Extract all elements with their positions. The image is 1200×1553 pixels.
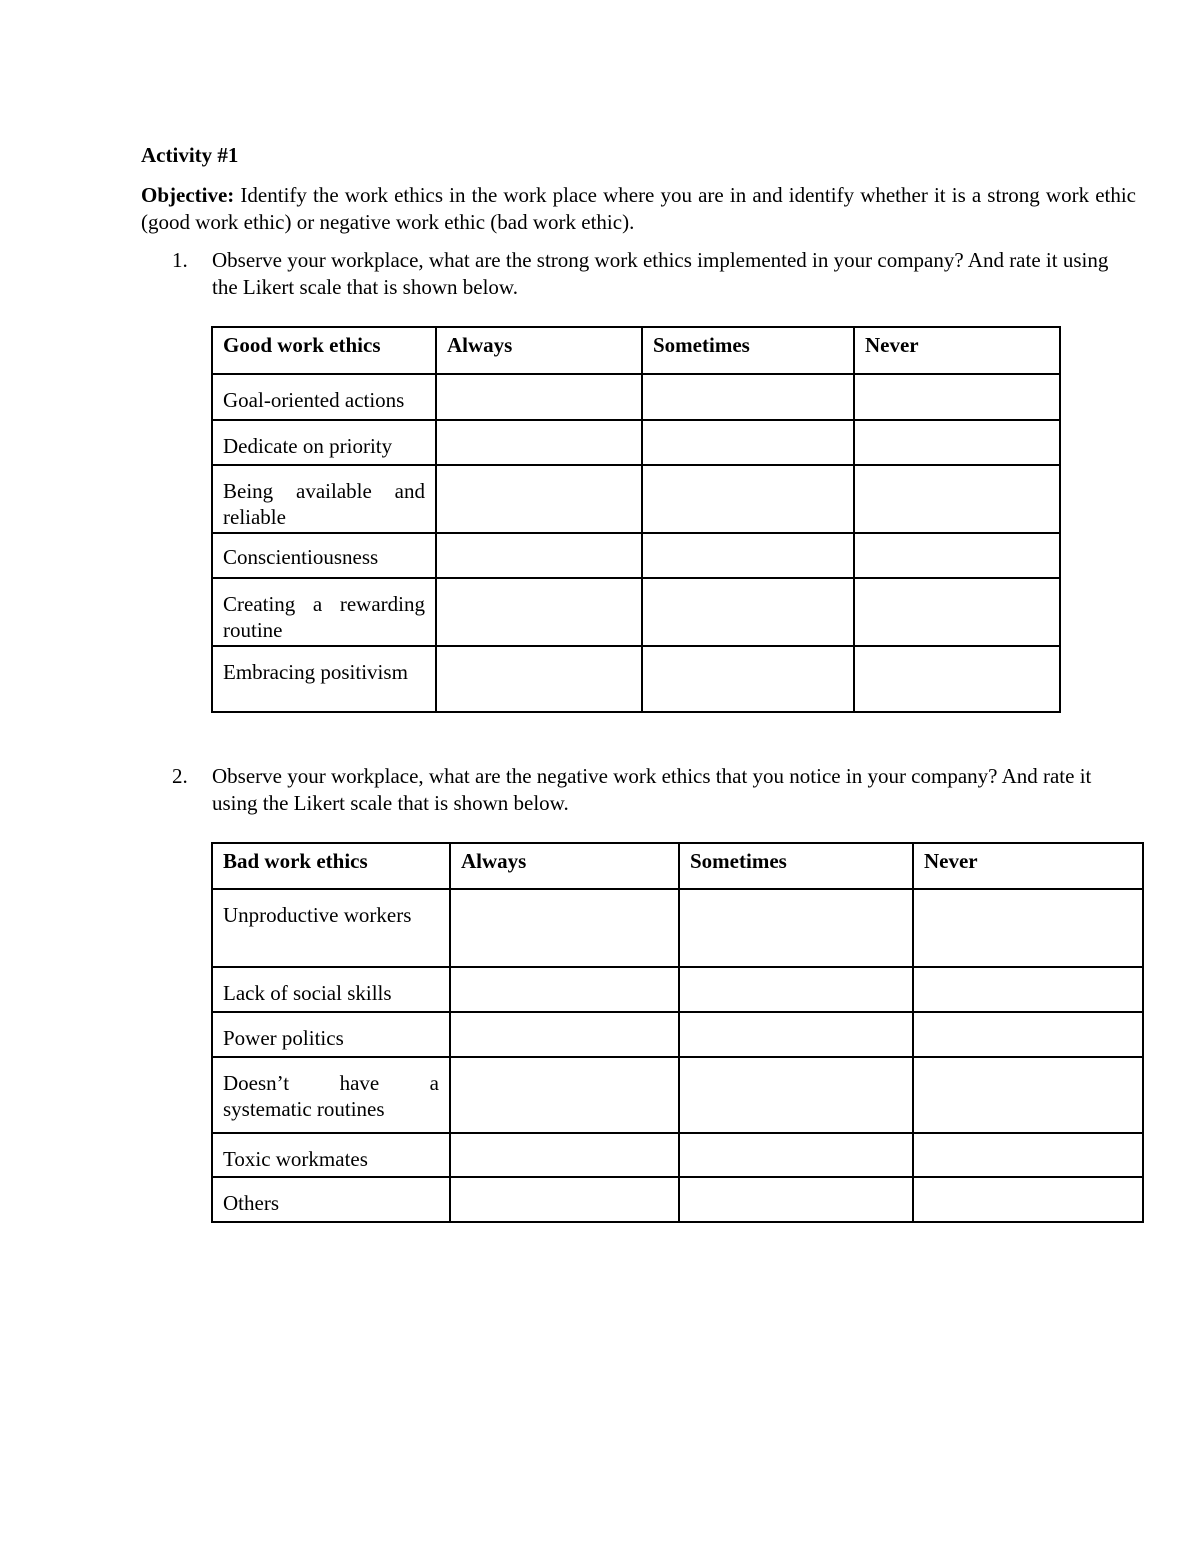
row-label: Others (212, 1177, 450, 1222)
header-sometimes: Sometimes (642, 327, 854, 374)
header-always: Always (436, 327, 642, 374)
rating-cell-sometimes[interactable] (642, 420, 854, 465)
table-row (212, 1012, 1143, 1057)
header-always: Always (450, 843, 679, 889)
rating-cell-never[interactable] (913, 967, 1143, 1012)
rating-cell-sometimes[interactable] (679, 1057, 913, 1133)
row-label: Lack of social skills (212, 967, 450, 1012)
objective-paragraph (141, 182, 1136, 236)
rating-cell-never[interactable] (913, 1057, 1143, 1133)
table-header-row (212, 843, 1143, 889)
row-label: Unproductive workers (212, 889, 450, 967)
question-2-text: Observe your workplace, what are the negative work ethics that you notice in your company? And rate it using the Likert scale that is shown below. (212, 764, 1092, 815)
table-row (212, 533, 1060, 578)
row-label: Being available and reliable (212, 465, 436, 533)
rating-cell-never[interactable] (854, 533, 1060, 578)
rating-cell-sometimes[interactable] (642, 578, 854, 646)
question-2 (172, 763, 1137, 817)
rating-cell-always[interactable] (450, 967, 679, 1012)
rating-cell-sometimes[interactable] (679, 1133, 913, 1177)
question-1-text: Observe your workplace, what are the strong work ethics implemented in your company? And rate it using the Likert scale that is shown below. (212, 248, 1109, 299)
rating-cell-sometimes[interactable] (642, 374, 854, 420)
rating-cell-never[interactable] (854, 646, 1060, 712)
rating-cell-never[interactable] (913, 889, 1143, 967)
rating-cell-never[interactable] (913, 1133, 1143, 1177)
row-label: Toxic workmates (212, 1133, 450, 1177)
rating-cell-always[interactable] (436, 646, 642, 712)
bad-work-ethics-table (211, 842, 1144, 1223)
rating-cell-sometimes[interactable] (679, 1012, 913, 1057)
row-label: Conscientiousness (212, 533, 436, 578)
objective-text: Identify the work ethics in the work place where you are in and identify whether it is a strong work ethic (good work ethic) or negative work ethic (bad work ethic). (141, 183, 1136, 234)
rating-cell-always[interactable] (436, 374, 642, 420)
row-label: Goal-oriented actions (212, 374, 436, 420)
table-row (212, 646, 1060, 712)
activity-title: Activity #1 (141, 143, 239, 167)
table-row (212, 420, 1060, 465)
header-sometimes: Sometimes (679, 843, 913, 889)
rating-cell-sometimes[interactable] (642, 465, 854, 533)
header-never: Never (854, 327, 1060, 374)
rating-cell-never[interactable] (854, 374, 1060, 420)
rating-cell-always[interactable] (450, 1057, 679, 1133)
rating-cell-always[interactable] (450, 889, 679, 967)
table-row (212, 889, 1143, 967)
rating-cell-sometimes[interactable] (679, 967, 913, 1012)
row-label: Embracing positivism (212, 646, 436, 712)
question-2-number: 2. (172, 764, 188, 788)
rating-cell-always[interactable] (450, 1177, 679, 1222)
rating-cell-sometimes[interactable] (642, 533, 854, 578)
table-row (212, 374, 1060, 420)
row-label: Dedicate on priority (212, 420, 436, 465)
header-bad-work-ethics: Bad work ethics (212, 843, 450, 889)
rating-cell-always[interactable] (450, 1012, 679, 1057)
rating-cell-never[interactable] (854, 465, 1060, 533)
rating-cell-never[interactable] (854, 420, 1060, 465)
header-never: Never (913, 843, 1143, 889)
question-1 (172, 247, 1137, 301)
table-row (212, 465, 1060, 533)
good-work-ethics-table (211, 326, 1061, 713)
rating-cell-sometimes[interactable] (679, 889, 913, 967)
rating-cell-always[interactable] (436, 465, 642, 533)
table-row (212, 1177, 1143, 1222)
table-row (212, 1057, 1143, 1133)
objective-label: Objective: (141, 183, 235, 207)
row-label: Creating a rewarding routine (212, 578, 436, 646)
table-row (212, 578, 1060, 646)
table-row (212, 967, 1143, 1012)
rating-cell-never[interactable] (913, 1012, 1143, 1057)
rating-cell-always[interactable] (450, 1133, 679, 1177)
row-label: Power politics (212, 1012, 450, 1057)
rating-cell-never[interactable] (913, 1177, 1143, 1222)
rating-cell-always[interactable] (436, 533, 642, 578)
row-label: Doesn’t have a systematic routines (212, 1057, 450, 1133)
table-row (212, 1133, 1143, 1177)
rating-cell-always[interactable] (436, 420, 642, 465)
rating-cell-never[interactable] (854, 578, 1060, 646)
table-header-row (212, 327, 1060, 374)
rating-cell-sometimes[interactable] (642, 646, 854, 712)
header-good-work-ethics: Good work ethics (212, 327, 436, 374)
rating-cell-always[interactable] (436, 578, 642, 646)
rating-cell-sometimes[interactable] (679, 1177, 913, 1222)
question-1-number: 1. (172, 248, 188, 272)
